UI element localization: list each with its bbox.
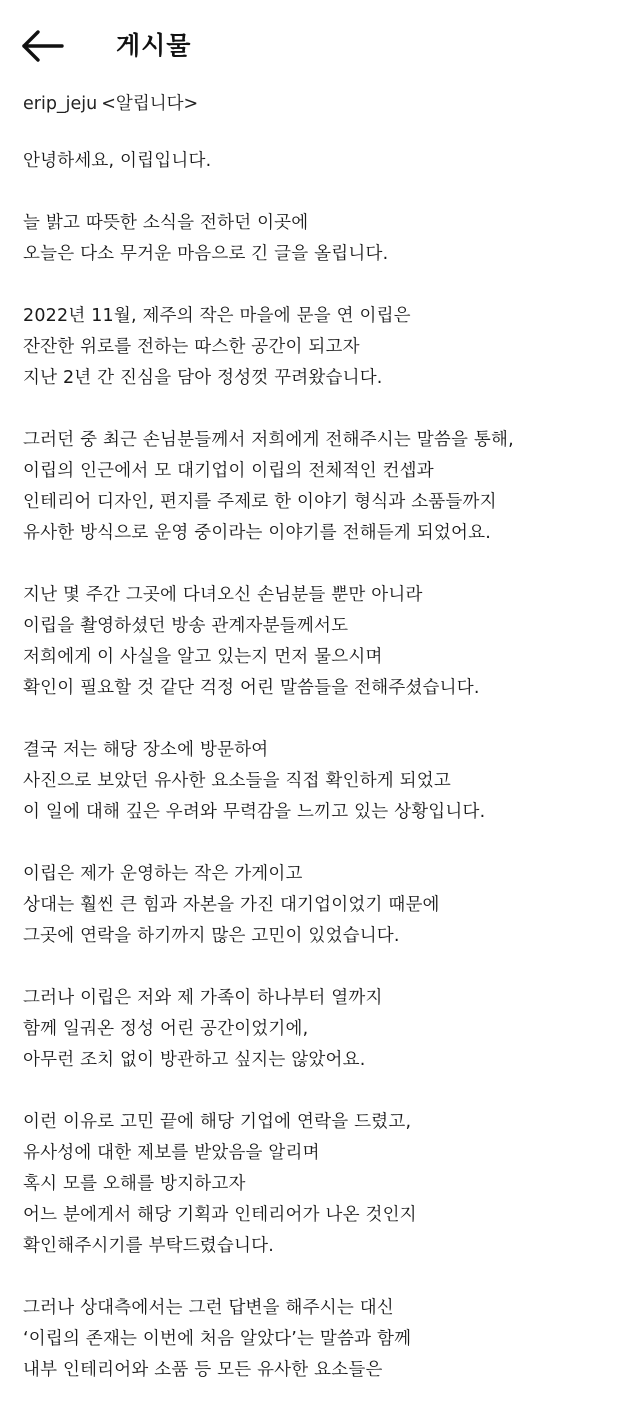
post-text-line: 어느 분에게서 해당 기획과 인테리어가 나온 것인지 bbox=[23, 1205, 417, 1225]
post-text-line: 안녕하세요, 이립입니다. bbox=[23, 151, 212, 171]
post-text-line: 오늘은 다소 무거운 마음으로 긴 글을 올립니다. bbox=[23, 244, 389, 264]
post-text-line: 그곳에 연락을 하기까지 많은 고민이 있었습니다. bbox=[23, 926, 400, 946]
post-text-line: 유사한 방식으로 운영 중이라는 이야기를 전해듣게 되었어요. bbox=[23, 523, 491, 543]
post-paragraph bbox=[23, 146, 623, 177]
post-text-line: ‘이립의 존재는 이번에 처음 알았다’는 말씀과 함께 bbox=[23, 1329, 412, 1349]
post-text-line: 함께 일궈온 정성 어린 공간이었기에, bbox=[23, 1019, 309, 1039]
post-text-line: 이 일에 대해 깊은 우려와 무력감을 느끼고 있는 상황입니다. bbox=[23, 802, 486, 822]
post-paragraph bbox=[23, 301, 623, 394]
back-button[interactable] bbox=[18, 24, 70, 68]
post-text-line: 확인이 필요할 것 같단 걱정 어린 말씀들을 전해주셨습니다. bbox=[23, 678, 480, 698]
post-paragraph bbox=[23, 1107, 623, 1262]
post-text-line: 혹시 모를 오해를 방지하고자 bbox=[23, 1174, 246, 1194]
post-paragraph bbox=[23, 983, 623, 1076]
post-text-line: 아무런 조치 없이 방관하고 싶지는 않았어요. bbox=[23, 1050, 366, 1070]
post-text-line: 이립은 제가 운영하는 작은 가게이고 bbox=[23, 864, 303, 884]
post-text bbox=[23, 146, 623, 1386]
post-text-line: 지난 2년 간 진심을 담아 정성껏 꾸려왔습니다. bbox=[23, 368, 383, 388]
post-text-line: 잔잔한 위로를 전하는 따스한 공간이 되고자 bbox=[23, 337, 360, 357]
post-text-line: 상대는 훨씬 큰 힘과 자본을 가진 대기업이었기 때문에 bbox=[23, 895, 440, 915]
post-author-line bbox=[23, 92, 623, 116]
post-paragraph bbox=[23, 859, 623, 952]
top-bar bbox=[0, 0, 640, 84]
post-paragraph bbox=[23, 580, 623, 704]
post-text-line: 유사성에 대한 제보를 받았음을 알리며 bbox=[23, 1143, 320, 1163]
post-text-line: 지난 몇 주간 그곳에 다녀오신 손님분들 뿐만 아니라 bbox=[23, 585, 423, 605]
post-text-line: 사진으로 보았던 유사한 요소들을 직접 확인하게 되었고 bbox=[23, 771, 451, 791]
post-text-line: 내부 인테리어와 소품 등 모든 유사한 요소들은 bbox=[23, 1360, 383, 1380]
post-text-line: 그러던 중 최근 손님분들께서 저희에게 전해주시는 말씀을 통해, bbox=[23, 430, 514, 450]
post-text-line: 이립의 인근에서 모 대기업이 이립의 전체적인 컨셉과 bbox=[23, 461, 434, 481]
post-text-line: 확인해주시기를 부탁드렸습니다. bbox=[23, 1236, 274, 1256]
post-text-line: 2022년 11월, 제주의 작은 마을에 문을 연 이립은 bbox=[23, 306, 411, 326]
post-text-line: 결국 저는 해당 장소에 방문하여 bbox=[23, 740, 269, 760]
post-text-line: 인테리어 디자인, 편지를 주제로 한 이야기 형식과 소품들까지 bbox=[23, 492, 497, 512]
post-text-line: 그러나 이립은 저와 제 가족이 하나부터 열까지 bbox=[23, 988, 383, 1008]
post-text-line: 이립을 촬영하셨던 방송 관계자분들께서도 bbox=[23, 616, 349, 636]
post-text-line: 이런 이유로 고민 끝에 해당 기업에 연락을 드렸고, bbox=[23, 1112, 412, 1132]
post-paragraph bbox=[23, 735, 623, 828]
post-text-line: 저희에게 이 사실을 알고 있는지 먼저 물으시며 bbox=[23, 647, 383, 667]
page-title: 게시물 bbox=[116, 31, 192, 60]
post-text-line: 늘 밝고 따뜻한 소식을 전하던 이곳에 bbox=[23, 213, 309, 233]
post-body bbox=[23, 92, 623, 1417]
post-text-line: 그러나 상대측에서는 그런 답변을 해주시는 대신 bbox=[23, 1298, 394, 1318]
post-paragraph bbox=[23, 425, 623, 549]
post-tag: <알립니다> bbox=[101, 94, 199, 114]
arrow-left-icon bbox=[18, 24, 70, 68]
author-username[interactable]: erip_jeju bbox=[23, 94, 98, 114]
post-paragraph bbox=[23, 1293, 623, 1386]
post-paragraph bbox=[23, 208, 623, 270]
